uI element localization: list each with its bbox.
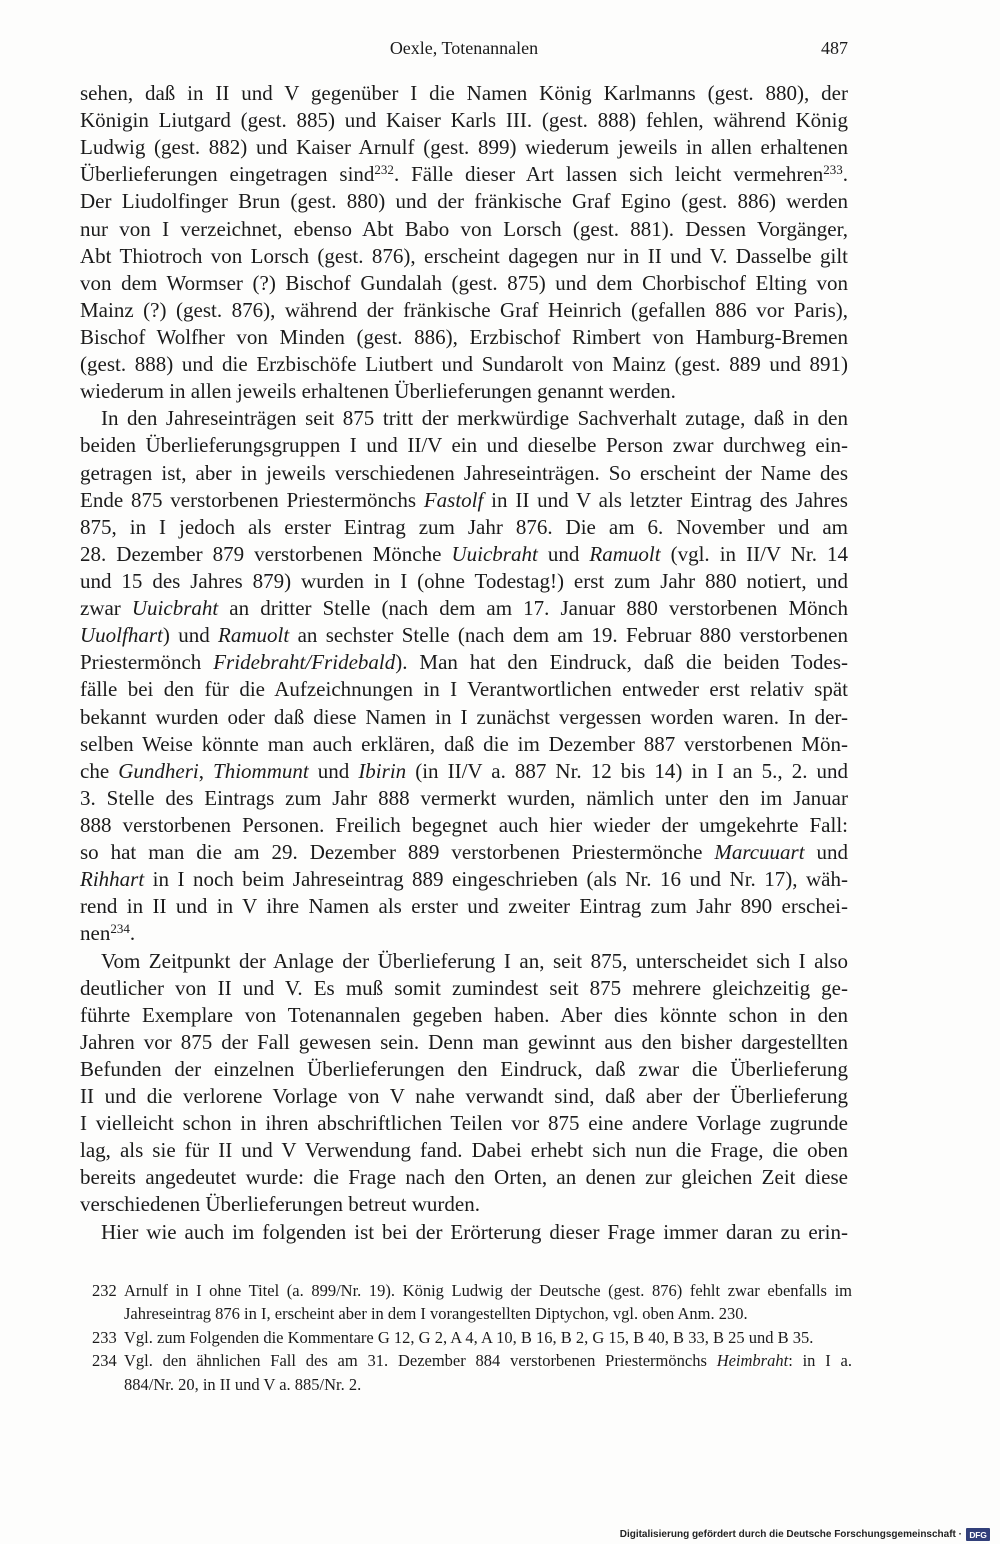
text-run: nen [80, 921, 111, 946]
text-line: II und die verlorene Vorlage von V nahe verwandt sind, daß aber der Überlieferung [80, 1084, 848, 1109]
italic-name: Gundheri [118, 758, 199, 783]
text-line: Jahreseintrag 876 in I, erscheint aber in dem I vorangestellten Diptychon, vgl. oben Anm. 230. [124, 1304, 748, 1324]
text-run: , [198, 758, 214, 783]
text-line: deutlicher von II und V. Es muß somit zumindest seit 875 mehrere gleichzeitig ge- [80, 975, 848, 1000]
text-line: bereits angedeutet wurde: die Frage nach den Orten, an denen zur gleichen Zeit diese [80, 1165, 848, 1190]
text-line [80, 541, 848, 568]
italic-name: Fridebraht/Fridebald [213, 650, 396, 675]
footnote [92, 1349, 852, 1396]
page-number: 487 [821, 38, 848, 58]
text-line: fälle bei den für die Aufzeichnungen in I Verantwortlichen entweder erst relativ spät [80, 677, 848, 702]
text-run: (vgl. in II/V Nr. 14 [660, 541, 849, 566]
italic-name: Marcuuart [714, 840, 805, 865]
text-run: : in I a. [788, 1351, 852, 1371]
text-line: Königin Liutgard (gest. 885) und Kaiser Karls III. (gest. 888) fehlen, während König [80, 108, 848, 133]
text-line: beiden Überlieferungsgruppen I und II/V ein und dieselbe Person zwar durchweg ein- [80, 433, 848, 458]
text-line: Abt Thiotroch von Lorsch (gest. 876), erscheint dagegen nur in II und V. Dasselbe gilt [80, 243, 848, 268]
text-line: verschiedenen Überlieferungen betreut wurden. [80, 1192, 480, 1217]
footnote-ref: 234 [110, 921, 130, 937]
italic-name: Uuolfhart [80, 623, 163, 648]
text-line: 884/Nr. 20, in II und V a. 885/Nr. 2. [124, 1374, 362, 1394]
text-line: und 15 des Jahres 879) wurden in I (ohne Todestag!) erst zum Jahr 880 notiert, und [80, 568, 848, 593]
italic-name: Ramuolt [589, 541, 661, 566]
text-line [80, 649, 848, 676]
text-run: und [537, 541, 590, 566]
text-line [80, 161, 848, 188]
running-head [80, 37, 848, 59]
paragraph [80, 80, 848, 405]
text-line: von dem Wormser (?) Bischof Gundalah (gest. 875) und dem Chorbischof Elting von [80, 270, 848, 295]
text-line: 888 verstorbenen Personen. Freilich begegnet auch hier wieder der umgekehrte Fall: [80, 812, 848, 837]
italic-name: Uuicbraht [131, 596, 219, 621]
text-line: 3. Stelle des Eintrags zum Jahr 888 vermerkt wurden, nämlich unter den im Januar [80, 785, 848, 810]
dfg-logo-text: DFG [969, 1529, 987, 1540]
text-line: bekannt wurden oder daß diese Namen in I zunächst vergessen worden waren. In der- [80, 704, 848, 729]
text-run: ). Man hat den Eindruck, daß die beiden Todes- [395, 650, 848, 675]
text-run: . Fälle dieser Art lassen sich leicht vermehren [393, 162, 824, 187]
footnote-ref: 232 [374, 162, 394, 178]
italic-name: Ramuolt [218, 623, 290, 648]
text-line: sehen, daß in II und V gegenüber I die Namen König Karlmanns (gest. 880), der [80, 81, 848, 105]
text-line: Ludwig (gest. 882) und Kaiser Arnulf (gest. 899) wiederum jeweils in allen erhaltenen [80, 135, 848, 160]
body-text [80, 80, 848, 1246]
text-run: . [129, 921, 136, 946]
footnote-text [124, 1326, 852, 1349]
text-line: Arnulf in I ohne Titel (a. 899/Nr. 19). König Ludwig der Deutsche (gest. 876) fehlt zwar ebenfalls im [124, 1281, 852, 1300]
text-run: (in II/V a. 887 Nr. 12 bis 14) in I an 5., 2. und [406, 758, 849, 783]
italic-name: Rihhart [80, 867, 145, 892]
text-line [80, 758, 848, 785]
italic-name: Heimbraht [716, 1351, 789, 1371]
text-line: Jahren vor 875 der Fall gewesen sein. Denn man gewinnt aus den bisher dargestellten [80, 1029, 848, 1054]
text-line: lag, als sie für II und V Verwendung fand. Dabei erhebt sich nun die Frage, die oben [80, 1138, 848, 1163]
paragraph [80, 405, 848, 947]
text-line [80, 622, 848, 649]
text-run: ) und [162, 623, 219, 648]
text-line: Bischof Wolfher von Minden (gest. 886), Erzbischof Rimbert von Hamburg-Bremen [80, 324, 848, 349]
text-run: che [80, 758, 119, 783]
footnote [92, 1326, 852, 1349]
text-line: (gest. 888) und die Erzbischöfe Liutbert und Sundarolt von Mainz (gest. 889 und 891) [80, 352, 848, 377]
footnote [92, 1279, 852, 1326]
text-run: in II und V als letzter Eintrag des Jahres [483, 487, 848, 512]
text-line [124, 1349, 852, 1372]
italic-name: Fastolf [423, 487, 484, 512]
running-title: Oexle, Totenannalen [389, 38, 539, 58]
text-line [80, 595, 848, 622]
text-line: selben Weise könnte man auch erklären, daß die im Dezember 887 verstorbenen Mön- [80, 731, 848, 756]
text-line: I vielleicht schon in ihren abschriftlichen Teilen vor 875 eine andere Vorlage zugrunde [80, 1111, 848, 1136]
footnote-number: 234 [92, 1351, 117, 1371]
italic-name: Uuicbraht [451, 541, 538, 566]
text-line [80, 866, 848, 893]
text-run: . [842, 162, 848, 187]
text-line: führte Exemplare von Totenannalen gegeben haben. Aber dies könnte schon in den [80, 1002, 848, 1027]
italic-name: Thiommunt [213, 758, 309, 783]
text-line: Vom Zeitpunkt der Anlage der Überlieferung I an, seit 875, unterscheidet sich I also [101, 948, 848, 973]
text-run: Priestermönch [80, 650, 214, 675]
text-line: Befunden der einzelnen Überlieferungen den Eindruck, daß zwar die Überlieferung [80, 1056, 848, 1081]
footnote-text [124, 1279, 852, 1326]
text-run: so hat man die am 29. Dezember 889 verstorbenen Priestermönche [80, 840, 715, 865]
footnote-number: 232 [92, 1281, 117, 1300]
text-run: Überlieferungen eingetragen sind [80, 162, 375, 187]
text-line [80, 920, 848, 947]
credit-text: Digitalisierung gefördert durch die Deutsche Forschungsgemeinschaft · [619, 1529, 962, 1540]
text-line: Vgl. zum Folgenden die Kommentare G 12, G 2, A 4, A 10, B 16, B 2, G 15, B 40, B 33, B 25 und B 35. [124, 1327, 814, 1347]
text-run: an dritter Stelle (nach dem am 17. Januar 880 verstorbenen Mönch [218, 596, 848, 621]
footnotes [92, 1279, 852, 1396]
text-line: rend in II und in V ihre Namen als erster und zweiter Eintrag zum Jahr 890 erschei- [80, 894, 848, 919]
paragraph [80, 948, 848, 1219]
text-line: wiederum in allen jeweils erhaltenen Überlieferungen genannt werden. [80, 379, 676, 404]
text-run: und [804, 840, 849, 865]
footnote-text [124, 1349, 852, 1396]
text-line: getragen ist, aber in jeweils verschiedenen Jahreseinträgen. So erscheint der Name des [80, 460, 848, 485]
text-line [80, 839, 848, 866]
dfg-logo-icon [966, 1528, 990, 1541]
text-line: nur von I verzeichnet, ebenso Abt Babo von Lorsch (gest. 881). Dessen Vorgänger, [80, 216, 848, 241]
digitization-credit [620, 1527, 990, 1542]
footnote-ref: 233 [823, 162, 843, 178]
text-line: Hier wie auch im folgenden ist bei der Erörterung dieser Frage immer daran zu erin- [101, 1219, 848, 1244]
footnote-number: 233 [92, 1327, 117, 1347]
text-line [80, 487, 848, 514]
text-line: Der Liudolfinger Brun (gest. 880) und der fränkische Graf Egino (gest. 886) werden [80, 189, 848, 214]
text-run: Ende 875 verstorbenen Priestermönchs [80, 487, 424, 512]
text-line: 875, in I jedoch als erster Eintrag zum Jahr 876. Die am 6. November und am [80, 514, 848, 539]
italic-name: Ibirin [358, 758, 407, 783]
text-run: und [308, 758, 359, 783]
text-run: in I noch beim Jahreseintrag 889 eingeschrieben (als Nr. 16 und Nr. 17), wäh- [144, 867, 848, 892]
text-run: zwar [80, 596, 132, 621]
text-run: 28. Dezember 879 verstorbenen Mönche [80, 541, 452, 566]
text-line: In den Jahreseinträgen seit 875 tritt der merkwürdige Sachverhalt zutage, daß in den [101, 406, 848, 431]
text-run: Vgl. den ähnlichen Fall des am 31. Dezember 884 verstorbenen Priestermönchs [124, 1351, 717, 1371]
paragraph [80, 1219, 848, 1246]
text-line: Mainz (?) (gest. 876), während der fränkische Graf Heinrich (gefallen 886 vor Paris), [80, 297, 848, 322]
text-run: an sechster Stelle (nach dem am 19. Februar 880 verstorbenen [289, 623, 848, 648]
